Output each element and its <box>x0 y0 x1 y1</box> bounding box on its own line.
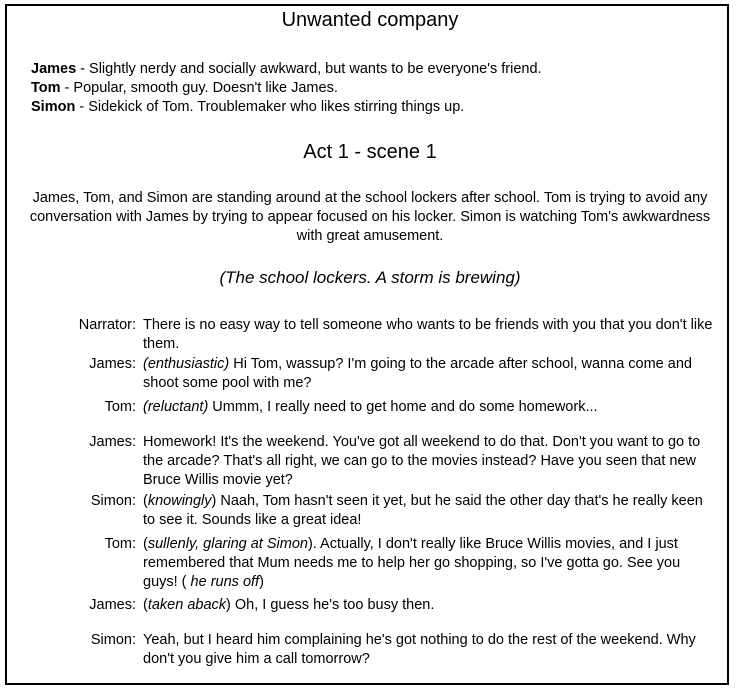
speaker-name: Simon: <box>90 632 136 648</box>
speech-text: Homework! It's the weekend. You've got all weekend to do that. Don't you want to go to the arcade? That's all right, we can go to the movies instead? Have you seen that new Bruce Willis movie yet? <box>143 434 701 488</box>
scene-heading: Act 1 - scene 1 <box>303 141 437 163</box>
speaker-name: Tom: <box>104 399 136 415</box>
character-james: James - Slightly nerdy and socially awkward, but wants to be everyone's friend. <box>31 61 542 77</box>
speech-text: (knowingly) Naah, Tom hasn't seen it yet, but he said the other day that's he really keen to see it. Sounds like a great idea! <box>143 493 703 528</box>
scene-setting: James, Tom, and Simon are standing around at the school lockers after school. Tom is trying to avoid any conversation with James by trying to appear focused on his locker. Simon is watching Tom's awkwardness with great amusement. <box>29 190 711 244</box>
speech-text: (sullenly, glaring at Simon). Actually, I don't really like Bruce Willis movies, and I just remembered that Mum needs me to help her go shopping, so I've gotta go. See you guys! ( he runs off) <box>143 536 681 590</box>
speaker-name: James: <box>89 356 136 372</box>
speech-text: There is no easy way to tell someone who wants to be friends with you that you don't like them. <box>143 317 713 352</box>
character-simon: Simon - Sidekick of Tom. Troublemaker who likes stirring things up. <box>31 99 465 115</box>
character-tom: Tom - Popular, smooth guy. Doesn't like James. <box>31 80 338 96</box>
speech-text: (reluctant) Ummm, I really need to get home and do some homework... <box>143 399 598 415</box>
character-list <box>31 60 542 117</box>
speaker-name: Simon: <box>90 493 136 509</box>
speaker-name: Narrator: <box>78 317 136 333</box>
script-title: Unwanted company <box>281 9 459 31</box>
speech-text: (taken aback) Oh, I guess he's too busy then. <box>143 597 435 613</box>
stage-direction: (The school lockers. A storm is brewing) <box>219 268 521 287</box>
speech-text: Yeah, but I heard him complaining he's got nothing to do the rest of the weekend. Why don't you give him a call tomorrow? <box>143 632 696 667</box>
speech-text: (enthusiastic) Hi Tom, wassup? I'm going to the arcade after school, wanna come and shoot some pool with me? <box>143 356 692 391</box>
speaker-name: James: <box>89 597 136 613</box>
speaker-name: James: <box>89 434 136 450</box>
speaker-name: Tom: <box>104 536 136 552</box>
